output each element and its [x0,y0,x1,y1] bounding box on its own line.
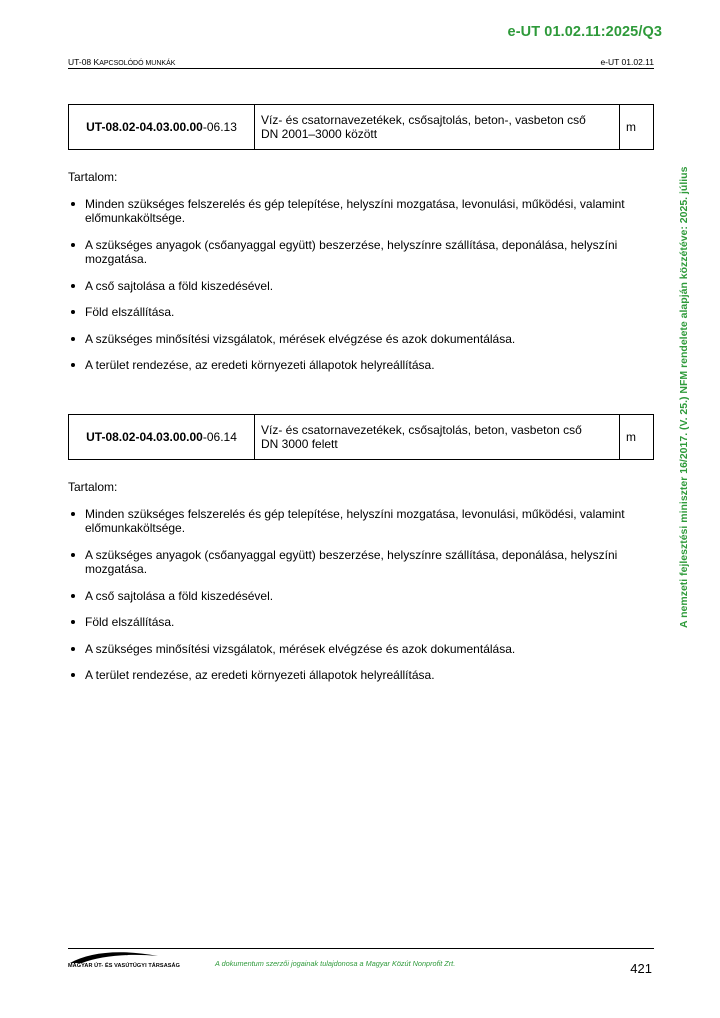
bullet-icon [71,337,75,341]
running-header [68,57,654,69]
list-item: A cső sajtolása a föld kiszedésével. [68,589,648,603]
logo-text: MAGYAR ÚT- ÉS VASÚTÜGYI TÁRSASÁG [68,963,180,969]
bullet-icon [71,310,75,314]
item-description: Víz- és csatornavezetékek, csősajtolás, beton, vasbeton cső DN 3000 felett [255,415,620,460]
section-title: UT-08 KAPCSOLÓDÓ MUNKÁK [68,57,176,67]
bullet-icon [71,673,75,677]
list-item: A cső sajtolása a föld kiszedésével. [68,279,648,293]
document-code: e-UT 01.02.11:2025/Q3 [507,24,662,40]
list-item: A terület rendezése, az eredeti környezeti állapotok helyreállítása. [68,668,648,682]
side-publication-note: A nemzeti fejlesztési miniszter 16/2017. (V. 25.) NFM rendelete alapján közzétéve: 2025. július [678,166,690,628]
footer-divider [68,948,654,949]
list-item: Minden szükséges felszerelés és gép telepítése, helyszíni mozgatása, levonulási, működési, valamint előmunkaköltsége. [68,507,648,535]
content-list [68,507,648,695]
running-doc-code: e-UT 01.02.11 [600,57,654,67]
bullet-icon [71,243,75,247]
list-item: Minden szükséges felszerelés és gép telepítése, helyszíni mozgatása, levonulási, működési, valamint előmunkaköltsége. [68,197,648,225]
list-item: Föld elszállítása. [68,305,648,319]
page-number: 421 [630,961,652,976]
list-item: Föld elszállítása. [68,615,648,629]
list-item: A szükséges anyagok (csőanyaggal együtt) beszerzése, helyszínre szállítása, deponálása, helyszíni mozgatása. [68,548,648,576]
bullet-icon [71,647,75,651]
bullet-icon [71,594,75,598]
copyright-notice: A dokumentum szerzői jogainak tulajdonosa a Magyar Közút Nonprofit Zrt. [215,959,456,968]
list-item: A terület rendezése, az eredeti környezeti állapotok helyreállítása. [68,358,648,372]
bullet-icon [71,620,75,624]
item-unit: m [620,105,654,150]
list-item: A szükséges anyagok (csőanyaggal együtt) beszerzése, helyszínre szállítása, deponálása, helyszíni mozgatása. [68,238,648,266]
bullet-icon [71,553,75,557]
item-description: Víz- és csatornavezetékek, csősajtolás, beton-, vasbeton cső DN 2001–3000 között [255,105,620,150]
content-label: Tartalom: [68,170,118,184]
item-table [68,104,654,150]
bullet-icon [71,512,75,516]
item-code: UT-08.02-04.03.00.00-06.14 [69,415,255,460]
list-item: A szükséges minősítési vizsgálatok, mérések elvégzése és azok dokumentálása. [68,642,648,656]
item-table [68,414,654,460]
bullet-icon [71,284,75,288]
bullet-icon [71,363,75,367]
content-list [68,197,648,385]
list-item: A szükséges minősítési vizsgálatok, mérések elvégzése és azok dokumentálása. [68,332,648,346]
bullet-icon [71,202,75,206]
content-label: Tartalom: [68,480,118,494]
item-unit: m [620,415,654,460]
item-code: UT-08.02-04.03.00.00-06.13 [69,105,255,150]
